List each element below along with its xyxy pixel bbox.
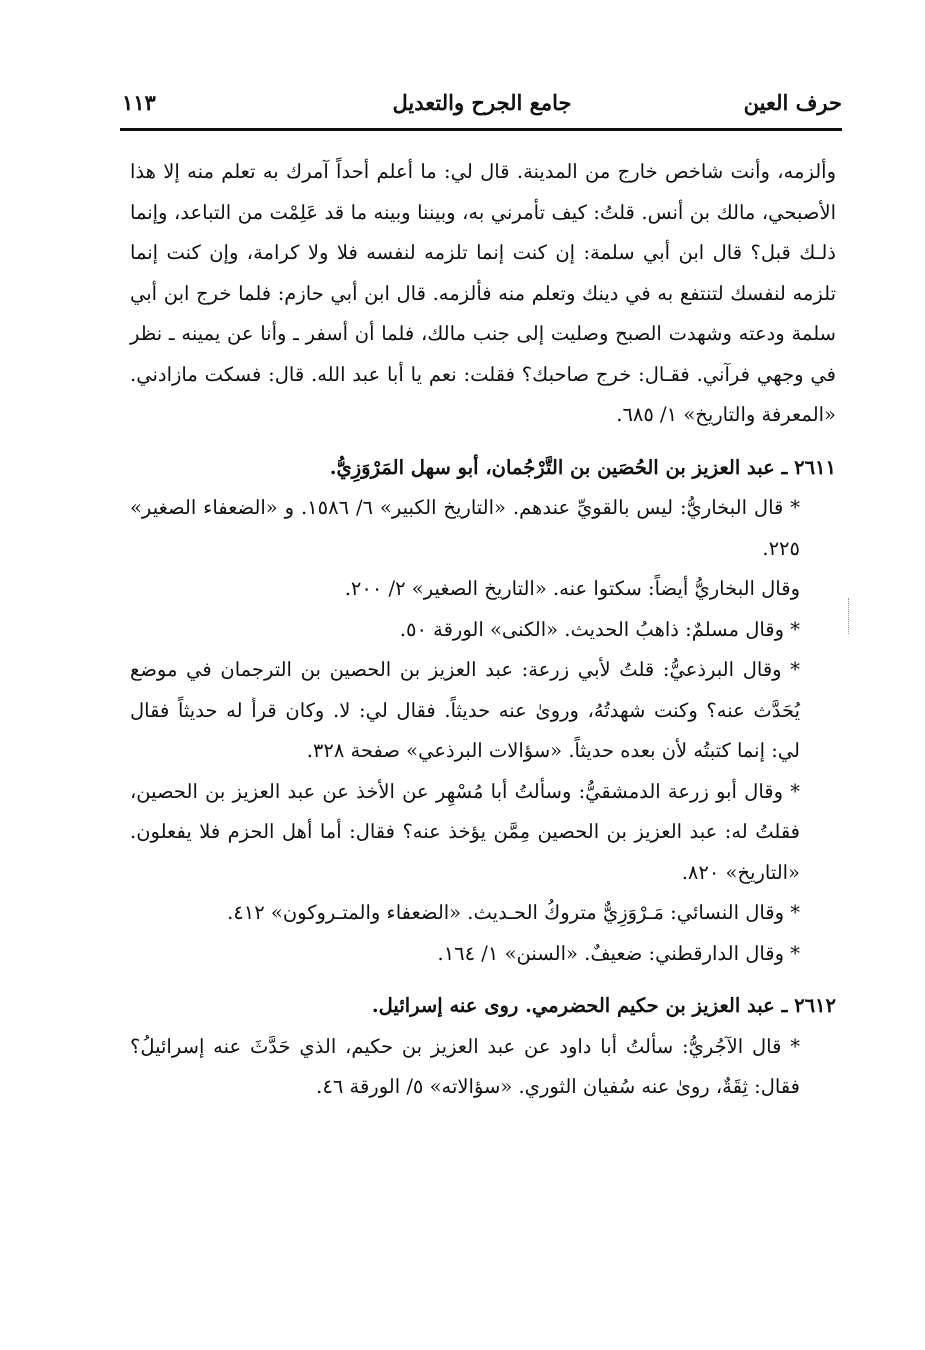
header-rule	[120, 128, 842, 131]
page-body	[130, 152, 836, 1108]
entry-2611-quote-abu-zura: * وقال أبو زرعة الدمشقيُّ: وسألتُ أبا مُسْهِر عن الأخذ عن عبد العزيز بن الحصين، فقلتُ له: عبد العزيز بن الحصين مِمَّن يؤخذ عنه؟ فقال: أما أهل الحزم فلا يفعلون. «التاريخ» ٨٢٠.	[130, 779, 800, 884]
entry-2612-title: ٢٦١٢ ـ عبد العزيز بن حكيم الحضرمي. روى عنه إسرائيل.	[371, 994, 836, 1017]
page-number: ١١٣	[122, 90, 156, 115]
page-header	[122, 82, 842, 122]
continuation-paragraph: وألزمه، وأنت شاخص خارج من المدينة. قال لي: ما أعلم أحداً آمرك به تعلم منه إلا هذا الأصبحي، مالك بن أنس. قلتُ: كيف تأمرني به، وبيننا وبينه ما قد عَلِمْت من التباعد، وإنما ذلـك قبل؟ قال ابن أبي سلمة: إن كنت إنما تلزمه لنفسه فلا ولا كرامة، وإن كنت إنما تلزمه لنفسك لتنتفع به في دينك وتعلم منه فألزمه. قال ابن أبي حازم: فلما خرج ابن أبي سلمة ودعته وشهدت الصبح وصليت إلى جنب مالك، فلما أن أسفر ـ وأنا عن يمينه ـ نظر في وجهي فرآني. فقـال: خرج صاحبك؟ فقلت: نعم يا أبا عبد الله. قال: فسكت مازادني. «المعرفة والتاريخ» ١/ ٦٨٥.	[130, 160, 836, 426]
entry-2611-quote-bardhai: * وقال البرذعيُّ: قلتُ لأبي زرعة: عبد العزيز بن الحصين بن الترجمان في موضع يُحَدَّث عنه؟ وكنت شهدتُهُ، وروىٰ عنه حديثاً. فقال لي: لا. وكان قرأ له حديثاً فقال لي: إنما كتبتُه لأن بعده حديثاً. «سؤالات البرذعي» صفحة ٣٢٨.	[130, 658, 800, 762]
entry-2611-quote-nasai: * وقال النسائي: مَـرْوَزِيٌّ متروكُ الحـديث. «الضعفاء والمتـروكون» ٤١٢.	[227, 901, 800, 924]
section-heading: حرف العين	[743, 90, 842, 115]
margin-mark	[848, 598, 849, 634]
entry-2611-title: ٢٦١١ ـ عبد العزيز بن الحُصَين بن التَّرْجُمان، أبو سهل المَرْوَزِيُّ.	[329, 455, 836, 479]
book-title: جامع الجرح والتعديل	[392, 90, 572, 115]
entry-2611-quote-bukhari: * قال البخاريُّ: ليس بالقويِّ عندهم. «التاريخ الكبير» ٦/ ١٥٨٦. و «الضعفاء الصغير» ٢٢٥.	[130, 496, 800, 560]
entry-2611-quote-muslim: * وقال مسلمٌ: ذاهبُ الحديث. «الكنى» الورقة ٥٠.	[399, 617, 800, 641]
entry-2611-quote-daraqutni: * وقال الدارقطني: ضعيفٌ. «السنن» ١/ ١٦٤.	[437, 941, 800, 965]
entry-2611-quote-bukhari-2: وقال البخاريُّ أيضاً: سكتوا عنه. «التاريخ الصغير» ٢/ ٢٠٠.	[344, 577, 800, 600]
entry-2612-quote-ajurri: * قال الآجُريُّ: سألتُ أبا داود عن عبد العزيز بن حكيم، الذي حَدَّثَ عنه إسرائيلُ؟ فقال: ثِقَةٌ، روىٰ عنه سُفيان الثوري. «سؤالاته» ٥/ الورقة ٤٦.	[130, 1034, 800, 1098]
